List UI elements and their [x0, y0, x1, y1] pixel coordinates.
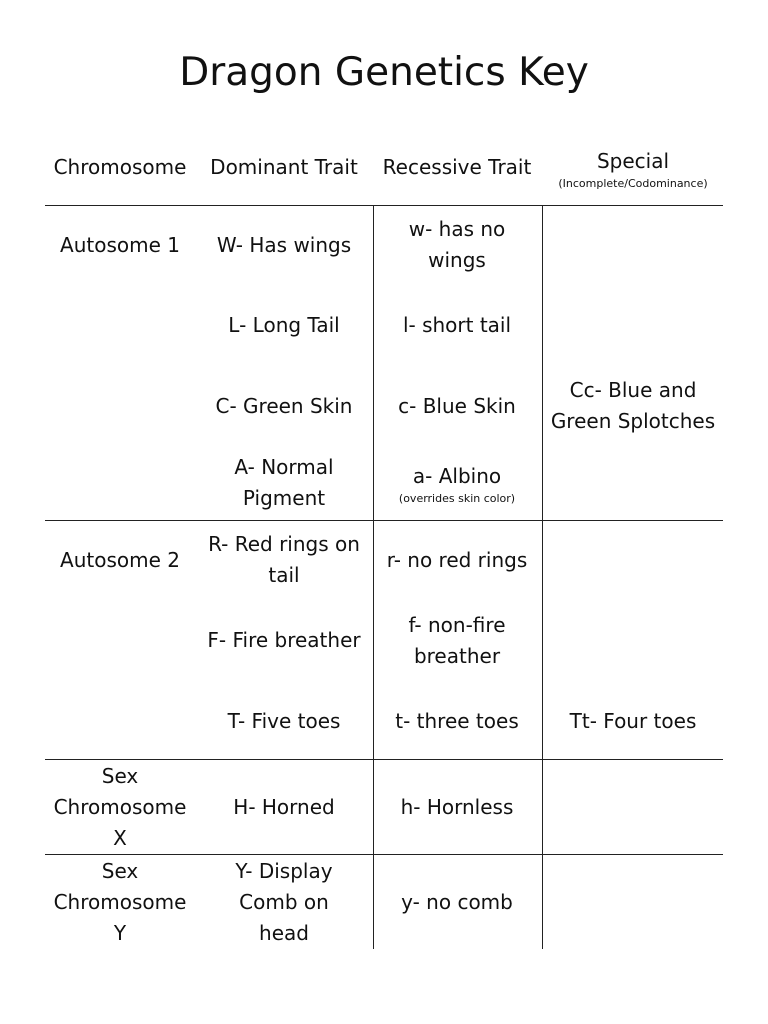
- recessive-trait-pigment: [373, 455, 541, 511]
- chromosome-autosome-1: Autosome 1: [60, 232, 180, 257]
- dominant-trait-red-rings: R- Red rings on tail: [208, 532, 360, 587]
- recessive-trait-horns: h- Hornless: [400, 794, 514, 819]
- recessive-trait-wings: w- has no wings: [408, 217, 506, 272]
- dominant-trait-skin: C- Green Skin: [215, 393, 353, 418]
- chromosome-sex-y: Sex Chromosome Y: [53, 858, 187, 945]
- recessive-trait-toes: t- three toes: [395, 708, 519, 733]
- dominant-trait-comb: Y- Display Comb on head: [235, 858, 333, 945]
- header-dominant-trait: Dominant Trait: [210, 154, 358, 179]
- header-special: [543, 140, 723, 196]
- header-chromosome: Chromosome: [53, 154, 187, 179]
- header-special-note: (Incomplete/Codominance): [558, 176, 708, 190]
- dominant-trait-fire: F- Fire breather: [207, 627, 361, 652]
- chromosome-sex-x: Sex Chromosome X: [53, 763, 187, 850]
- recessive-trait-fire: f- non-fire breather: [408, 613, 506, 668]
- table-divider-autosome-2: [45, 520, 723, 521]
- page-title: Dragon Genetics Key: [179, 50, 589, 95]
- column-divider-special: [542, 205, 543, 949]
- header-recessive-trait: Recessive Trait: [382, 154, 532, 179]
- recessive-trait-skin: c- Blue Skin: [398, 393, 516, 418]
- dominant-trait-wings: W- Has wings: [216, 232, 352, 257]
- dominant-trait-tail: L- Long Tail: [228, 312, 340, 337]
- recessive-trait-pigment-note: (overrides skin color): [398, 491, 516, 505]
- special-trait-toes: Tt- Four toes: [569, 708, 697, 733]
- chromosome-autosome-2: Autosome 2: [60, 547, 180, 572]
- table-divider-header: [45, 205, 723, 206]
- header-special-label: Special: [596, 148, 670, 173]
- dominant-trait-horns: H- Horned: [233, 794, 335, 819]
- recessive-trait-pigment-label: a- Albino: [412, 463, 502, 488]
- dominant-trait-toes: T- Five toes: [227, 708, 341, 733]
- special-trait-skin: Cc- Blue and Green Splotches: [550, 378, 716, 433]
- recessive-trait-red-rings: r- no red rings: [386, 547, 528, 572]
- dominant-trait-pigment: A- Normal Pigment: [234, 455, 334, 510]
- recessive-trait-tail: l- short tail: [402, 312, 512, 337]
- recessive-trait-comb: y- no comb: [401, 889, 513, 914]
